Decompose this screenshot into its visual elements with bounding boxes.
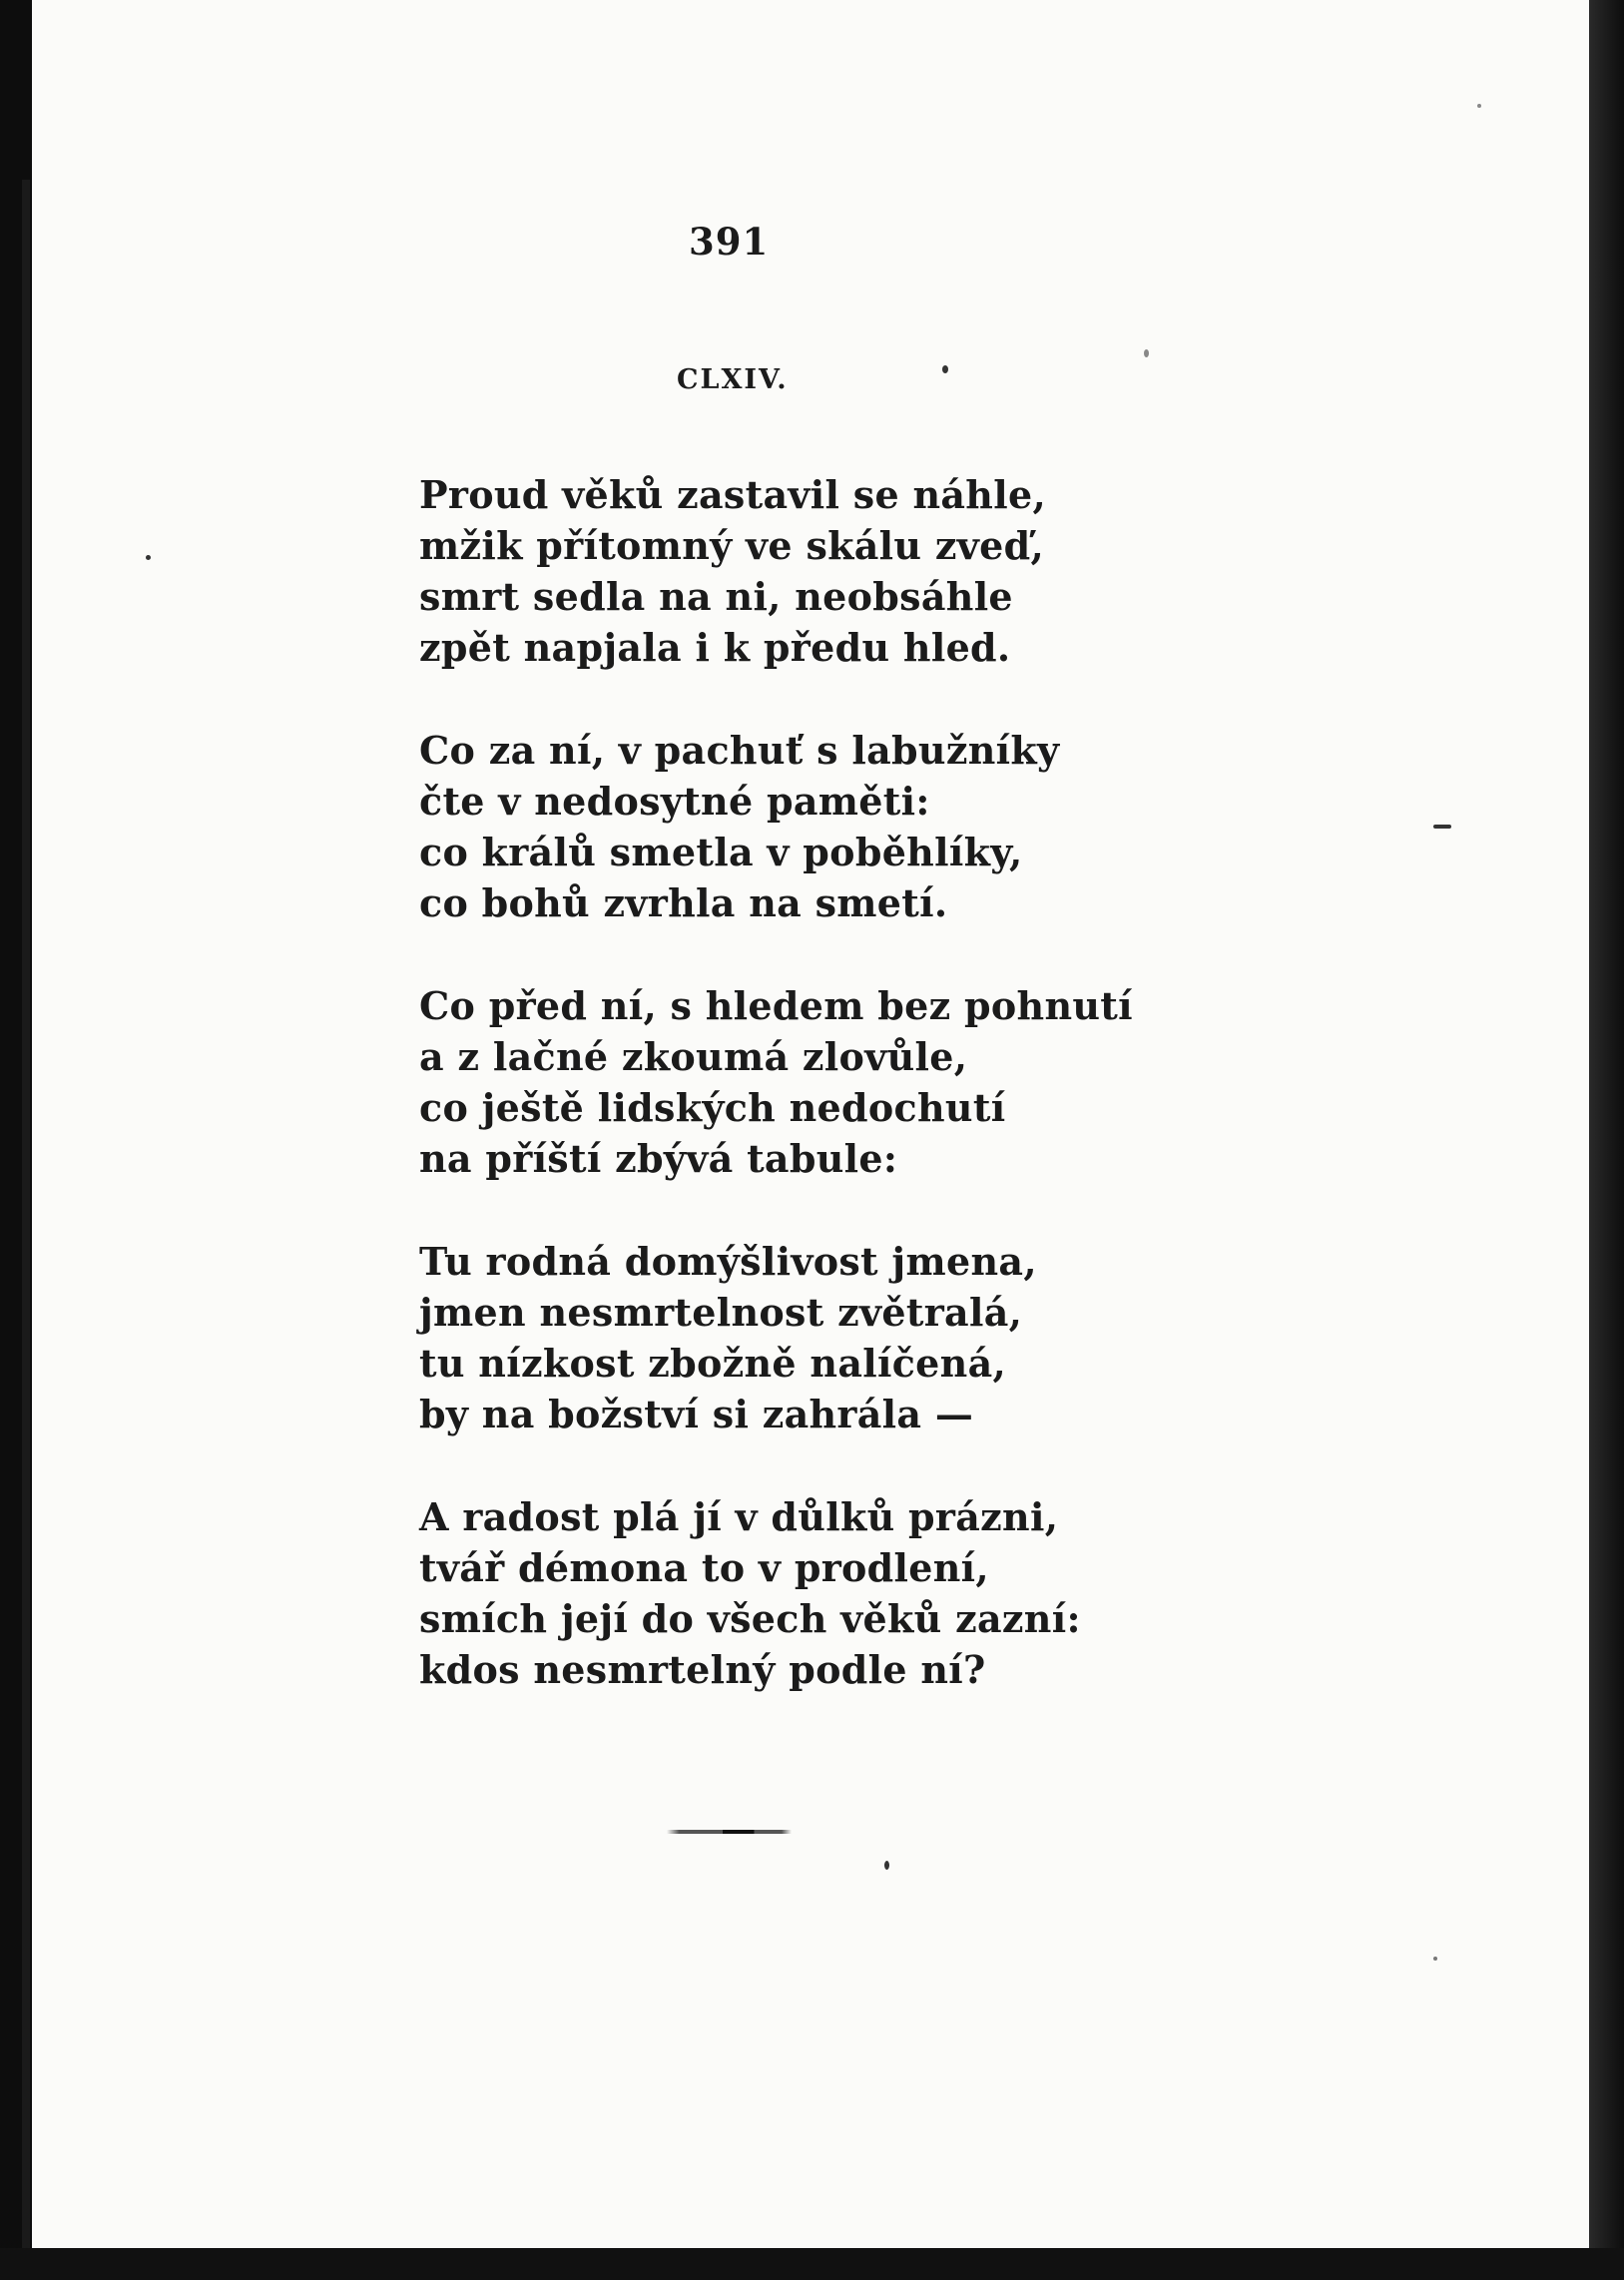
scan-speck xyxy=(942,365,948,373)
page-number: 391 xyxy=(689,220,770,264)
scan-speck xyxy=(1433,825,1451,829)
poem-line: by na božství si zahrála — xyxy=(419,1392,974,1436)
poem-line: Co za ní, v pachuť s labužníky xyxy=(419,728,1060,773)
poem-line: Tu rodná domýšlivost jmena, xyxy=(419,1239,1037,1284)
poem-line: Proud věků zastavil se náhle, xyxy=(419,472,1046,517)
bottom-page-edge xyxy=(0,2248,1624,2280)
poem-line: tu nízkost zbožně nalíčená, xyxy=(419,1341,1007,1386)
poem-number: CLXIV. xyxy=(677,364,789,395)
stanza xyxy=(419,1491,1417,1695)
scan-speck xyxy=(1433,1957,1437,1961)
poem-line: jmen nesmrtelnost zvětralá, xyxy=(419,1290,1023,1335)
poem-line: na příští zbývá tabule: xyxy=(419,1136,898,1181)
poem-line: smích její do všech věků zazní: xyxy=(419,1596,1081,1641)
poem-line: čte v nedosytné paměti: xyxy=(419,779,930,824)
poem-line: co králů smetla v poběhlíky, xyxy=(419,830,1023,874)
scan-speck xyxy=(1477,104,1481,108)
stanza xyxy=(419,1236,1417,1439)
poem-line: A radost plá jí v důlků prázni, xyxy=(419,1494,1059,1539)
poem-line: mžik přítomný ve skálu zveď, xyxy=(419,523,1045,568)
end-ornament-rule xyxy=(667,1830,792,1834)
poem-line: a z lačné zkoumá zlovůle, xyxy=(419,1034,968,1079)
poem-line: co bohů zvrhla na smetí. xyxy=(419,880,948,925)
stanza xyxy=(419,469,1417,673)
stanza xyxy=(419,980,1417,1184)
scan-speck xyxy=(1144,349,1149,357)
stanza xyxy=(419,725,1417,928)
right-page-edge xyxy=(1589,0,1624,2280)
scan-speck xyxy=(146,555,151,560)
poem-line: Co před ní, s hledem bez pohnutí xyxy=(419,983,1133,1028)
poem-text xyxy=(419,469,1417,1747)
poem-line: co ještě lidských nedochutí xyxy=(419,1085,1006,1130)
scan-speck xyxy=(884,1861,889,1870)
poem-line: smrt sedla na ni, neobsáhle xyxy=(419,574,1013,619)
poem-line: tvář démona to v prodlení, xyxy=(419,1545,989,1590)
poem-line: kdos nesmrtelný podle ní? xyxy=(419,1647,986,1692)
poem-line: zpět napjala i k předu hled. xyxy=(419,625,1011,670)
binding-edge xyxy=(22,180,30,2256)
